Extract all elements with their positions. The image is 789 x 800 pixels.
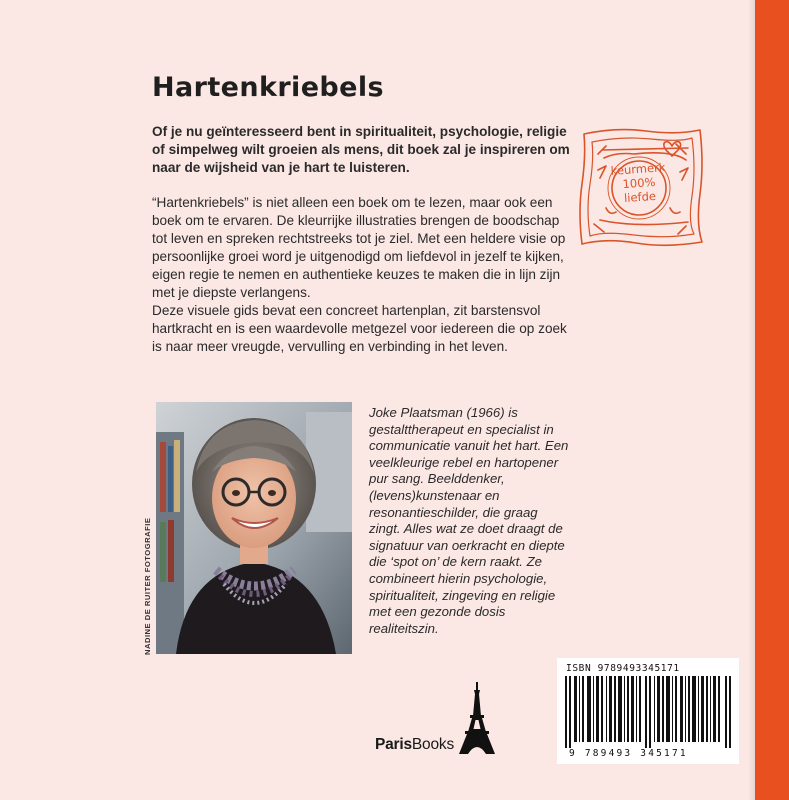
- isbn-label: ISBN 9789493345171: [566, 663, 680, 674]
- stamp-line: liefde: [623, 188, 657, 206]
- eiffel-tower-icon: [459, 682, 495, 754]
- book-title: Hartenkriebels: [152, 72, 384, 103]
- author-bio: Joke Plaatsman (1966) is gestalttherapeut en specialist in communicatie vanuit het hart. Een veelkleurige rebel en hartopener pur sang. Beelddenker, (levens)kunstenaar en resonantieschilder, die graag zingt. Alles wat ze doet draagt de signatuur van oerkracht en diepte die ‘spot on’ de kern raakt. Ze combineert hierin psychologie, spiritualiteit, zingeving en religie met een gezonde dosis realiteitszin.: [369, 405, 569, 636]
- spine-shadow: [748, 0, 755, 800]
- publisher-name-bold: Paris: [375, 736, 412, 753]
- quality-stamp: [576, 124, 706, 249]
- isbn-barcode: [557, 658, 739, 764]
- publisher-name-regular: Books: [411, 736, 455, 753]
- stamp-line: 100%: [622, 174, 656, 192]
- author-photo: [156, 402, 352, 654]
- description-paragraph: Deze visuele gids bevat een concreet hartenplan, zit barstensvol hartkracht en is een waardevolle metgezel voor iedereen die op zoek is naar meer vreugde, vervulling en verbinding in het leven.: [152, 303, 567, 354]
- barcode-bars-icon: [565, 676, 731, 748]
- photo-credit-text: NADINE DE RUITER FOTOGRAFIE: [143, 517, 152, 655]
- stamp-text: [575, 158, 704, 209]
- publisher-name: [375, 736, 454, 754]
- author-portrait-icon: [156, 402, 352, 654]
- intro-text: Of je nu geïnteresseerd bent in spiritualiteit, psychologie, religie of simpelweg wilt groeien als mens, dit boek zal je inspireren om naar de wijsheid van je hart te luisteren.: [152, 124, 570, 175]
- publisher-logo: [375, 682, 505, 754]
- description-paragraph: “Hartenkriebels” is niet alleen een boek om te lezen, maar ook een boek om te ervaren. De kleurrijke illustraties brengen de boodschap tot leven en spreken rechtstreeks tot je ziel. Met een heldere visie op persoonlijke groei word je uitgenodigd om liefdevol in jezelf te kijken, eigen regie te nemen en authentieke keuzes te maken die in lijn zijn met je diepste verlangens.: [152, 195, 566, 300]
- barcode-digits: 9 789493 345171: [569, 748, 688, 759]
- description-block: [152, 194, 572, 356]
- spine-stripe: [755, 0, 789, 800]
- stamp-line: keurmerk: [610, 160, 666, 178]
